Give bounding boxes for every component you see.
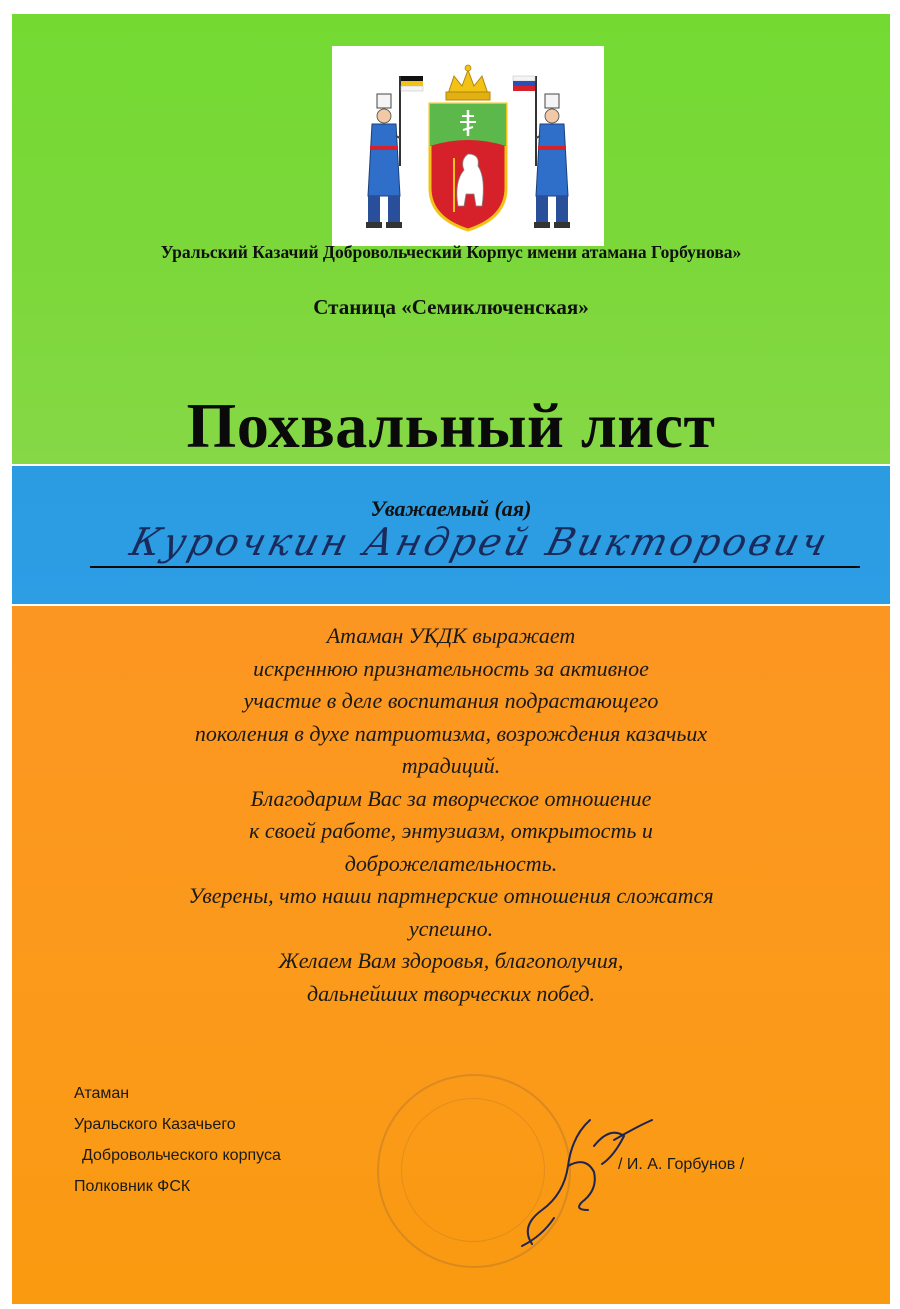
message-line: доброжелательность. [344, 850, 558, 876]
stanitsa-name: Станица «Семиключенская» [313, 295, 589, 319]
message-line: Уверены, что наши партнерские отношения сложатся [188, 883, 714, 908]
message-line: Желаем Вам здоровья, благополучия, [278, 948, 624, 973]
coat-of-arms-icon [332, 46, 604, 246]
message-line: искреннюю признательность за активное [253, 655, 649, 681]
message-line: дальнейших творческих побед. [306, 980, 596, 1006]
organization-title: Уральский Казачий Добровольческий Корпус имени атамана Горбунова» [160, 242, 742, 262]
greeting-label: Уважаемый (ая) [370, 496, 532, 521]
document-title: Похвальный лист [186, 390, 716, 461]
name-underline [90, 566, 860, 568]
signatory-line: Атаман [74, 1085, 130, 1102]
certificate-sheet [12, 14, 890, 1304]
header-band [12, 14, 890, 464]
signatory-line: Добровольческого корпуса [82, 1147, 281, 1164]
message-line: поколения в духе патриотизма, возрождения казачьих [194, 720, 708, 746]
signatory-line: Уральского Казачьего [74, 1116, 236, 1133]
signatory-title [74, 1078, 394, 1202]
message-line: участие в деле воспитания подрастающего [243, 688, 659, 713]
handwritten-signature [502, 1106, 672, 1256]
recipient-name: Курочкин Андрей Викторович [125, 520, 835, 564]
recipient-band [12, 464, 890, 604]
coat-of-arms-emblem [332, 46, 604, 246]
message-line: Благодарим Вас за творческое отношение [250, 785, 652, 811]
message-line: успешно. [408, 915, 494, 941]
signatory-line: Полковник ФСК [74, 1178, 191, 1195]
message-line: к своей работе, энтузиазм, открытость и [249, 818, 653, 843]
signatory-name: / И. А. Горбунов / [618, 1156, 745, 1173]
message-line: традиций. [401, 753, 501, 778]
message-text [52, 620, 850, 1010]
message-line: Атаман УКДК выражает [326, 623, 576, 648]
message-band [12, 604, 890, 1304]
